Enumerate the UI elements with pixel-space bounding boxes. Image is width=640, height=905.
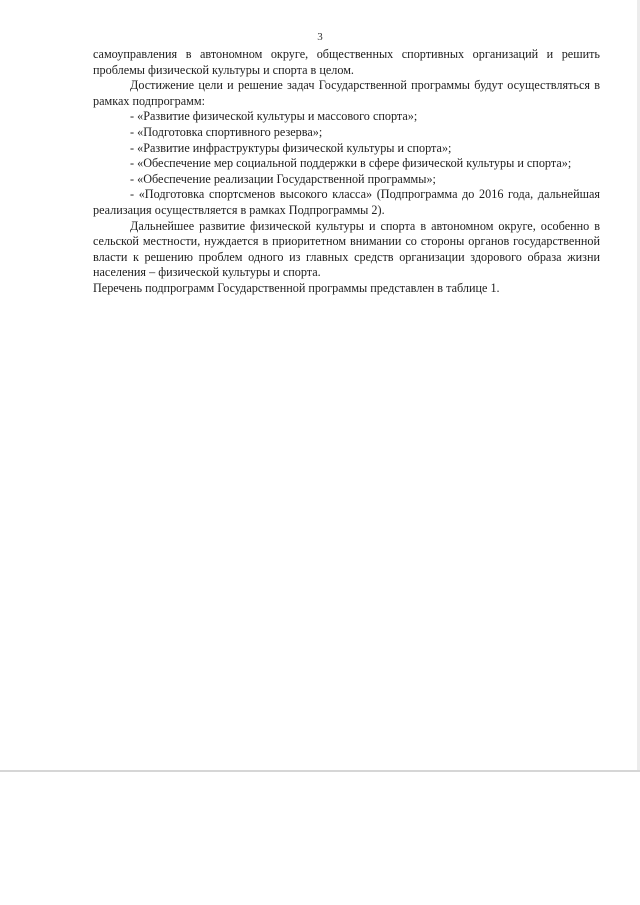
- subprogram-item: - «Подготовка спортсменов высокого класса» (Подпрограмма до 2016 года, дальнейшая реализация осуществляется в рамках Подпрограммы 2).: [93, 187, 600, 217]
- paragraph-continuation: самоуправления в автономном округе, общественных спортивных организаций и решить проблемы физической культуры и спорта в целом.: [93, 47, 600, 77]
- paragraph-goal: Достижение цели и решение задач Государственной программы будут осуществляться в рамках подпрограмм:: [93, 78, 600, 108]
- subprogram-item: - «Обеспечение реализации Государственной программы»;: [130, 171, 436, 186]
- paragraph-table-reference: Перечень подпрограмм Государственной программы представлен в таблице 1.: [93, 280, 500, 295]
- subprogram-item: - «Подготовка спортивного резерва»;: [130, 124, 323, 139]
- document-body: [93, 47, 600, 297]
- subprogram-item: - «Обеспечение мер социальной поддержки в сфере физической культуры и спорта»;: [130, 156, 572, 171]
- subprogram-item: - «Развитие инфраструктуры физической культуры и спорта»;: [130, 140, 452, 155]
- paragraph-development: Дальнейшее развитие физической культуры и спорта в автономном округе, особенно в сельской местности, нуждается в приоритетном внимании со стороны органов государственной власти к решению проблем одного из главных средств организации здорового образа жизни населения – физической культуры и спорта.: [93, 218, 600, 280]
- blank-area: [0, 772, 640, 905]
- page-number: 3: [317, 31, 323, 43]
- subprogram-item: - «Развитие физической культуры и массового спорта»;: [130, 109, 418, 124]
